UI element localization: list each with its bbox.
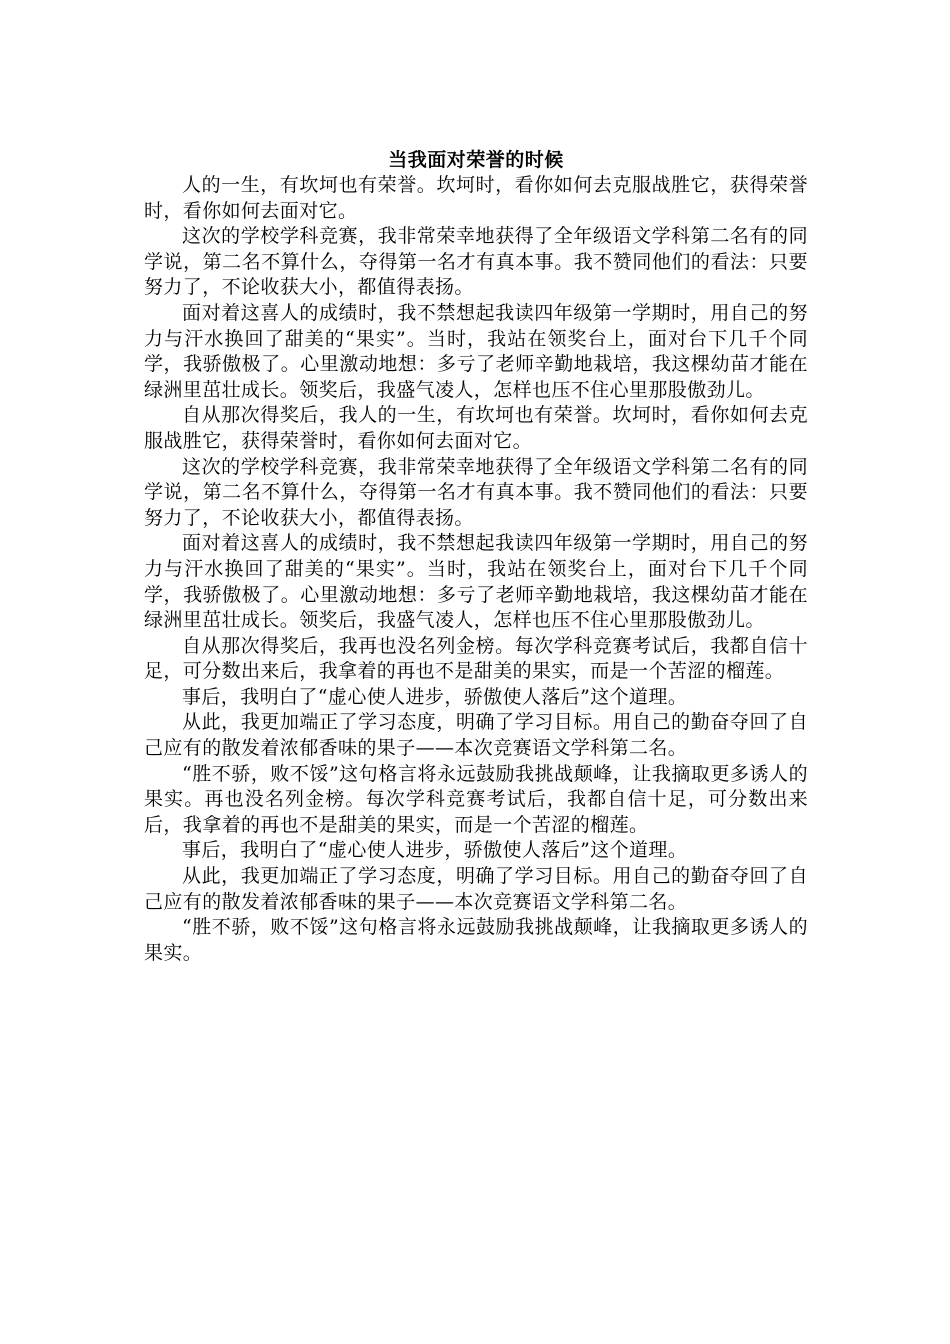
- paragraph: 事后，我明白了“虚心使人进步，骄傲使人落后”这个道理。: [182, 839, 688, 862]
- paragraph: 自从那次得奖后，我人的一生，有坎坷也有荣誉。坎坷时，看你如何去克服战胜它，获得荣誉时，看你如何去面对它。: [144, 404, 808, 452]
- document-page: [144, 147, 808, 966]
- paragraph: 从此，我更加端正了学习态度，明确了学习目标。用自己的勤奋夺回了自己应有的散发着浓郁香味的果子——本次竞赛语文学科第二名。: [144, 711, 808, 760]
- paragraph: 事后，我明白了“虚心使人进步，骄傲使人落后”这个道理。: [182, 685, 688, 708]
- paragraph: “胜不骄，败不馁”这句格言将永远鼓励我挑战颠峰，让我摘取更多诱人的果实。: [144, 916, 808, 964]
- paragraph: 这次的学校学科竞赛，我非常荣幸地获得了全年级语文学科第二名有的同学说，第二名不算什么，夺得第一名才有真本事。我不赞同他们的看法：只要努力了，不论收获大小，都值得表扬。: [144, 455, 808, 529]
- paragraph: 人的一生，有坎坷也有荣誉。坎坷时，看你如何去克服战胜它，获得荣誉时，看你如何去面对它。: [144, 174, 808, 222]
- paragraph: 面对着这喜人的成绩时，我不禁想起我读四年级第一学期时，用自己的努力与汗水换回了甜美的“果实”。当时，我站在领奖台上，面对台下几千个同学，我骄傲极了。心里激动地想：多亏了老师辛勤地栽培，我这棵幼苗才能在绿洲里茁壮成长。领奖后，我盛气凌人，怎样也压不住心里那股傲劲儿。: [144, 532, 808, 632]
- paragraph: 自从那次得奖后，我再也没名列金榜。每次学科竞赛考试后，我都自信十足，可分数出来后，我拿着的再也不是甜美的果实，而是一个苦涩的榴莲。: [144, 634, 808, 683]
- paragraph: “胜不骄，败不馁”这句格言将永远鼓励我挑战颠峰，让我摘取更多诱人的果实。再也没名列金榜。每次学科竞赛考试后，我都自信十足，可分数出来后，我拿着的再也不是甜美的果实，而是一个苦涩的榴莲。: [144, 762, 808, 836]
- paragraph: 面对着这喜人的成绩时，我不禁想起我读四年级第一学期时，用自己的努力与汗水换回了甜美的“果实”。当时，我站在领奖台上，面对台下几千个同学，我骄傲极了。心里激动地想：多亏了老师辛勤地栽培，我这棵幼苗才能在绿洲里茁壮成长。领奖后，我盛气凌人，怎样也压不住心里那股傲劲儿。: [144, 301, 808, 401]
- paragraph: 从此，我更加端正了学习态度，明确了学习目标。用自己的勤奋夺回了自己应有的散发着浓郁香味的果子——本次竞赛语文学科第二名。: [144, 865, 808, 913]
- paragraph: 这次的学校学科竞赛，我非常荣幸地获得了全年级语文学科第二名有的同学说，第二名不算什么，夺得第一名才有真本事。我不赞同他们的看法：只要努力了，不论收获大小，都值得表扬。: [144, 225, 808, 299]
- document-title: 当我面对荣誉的时候: [388, 149, 564, 171]
